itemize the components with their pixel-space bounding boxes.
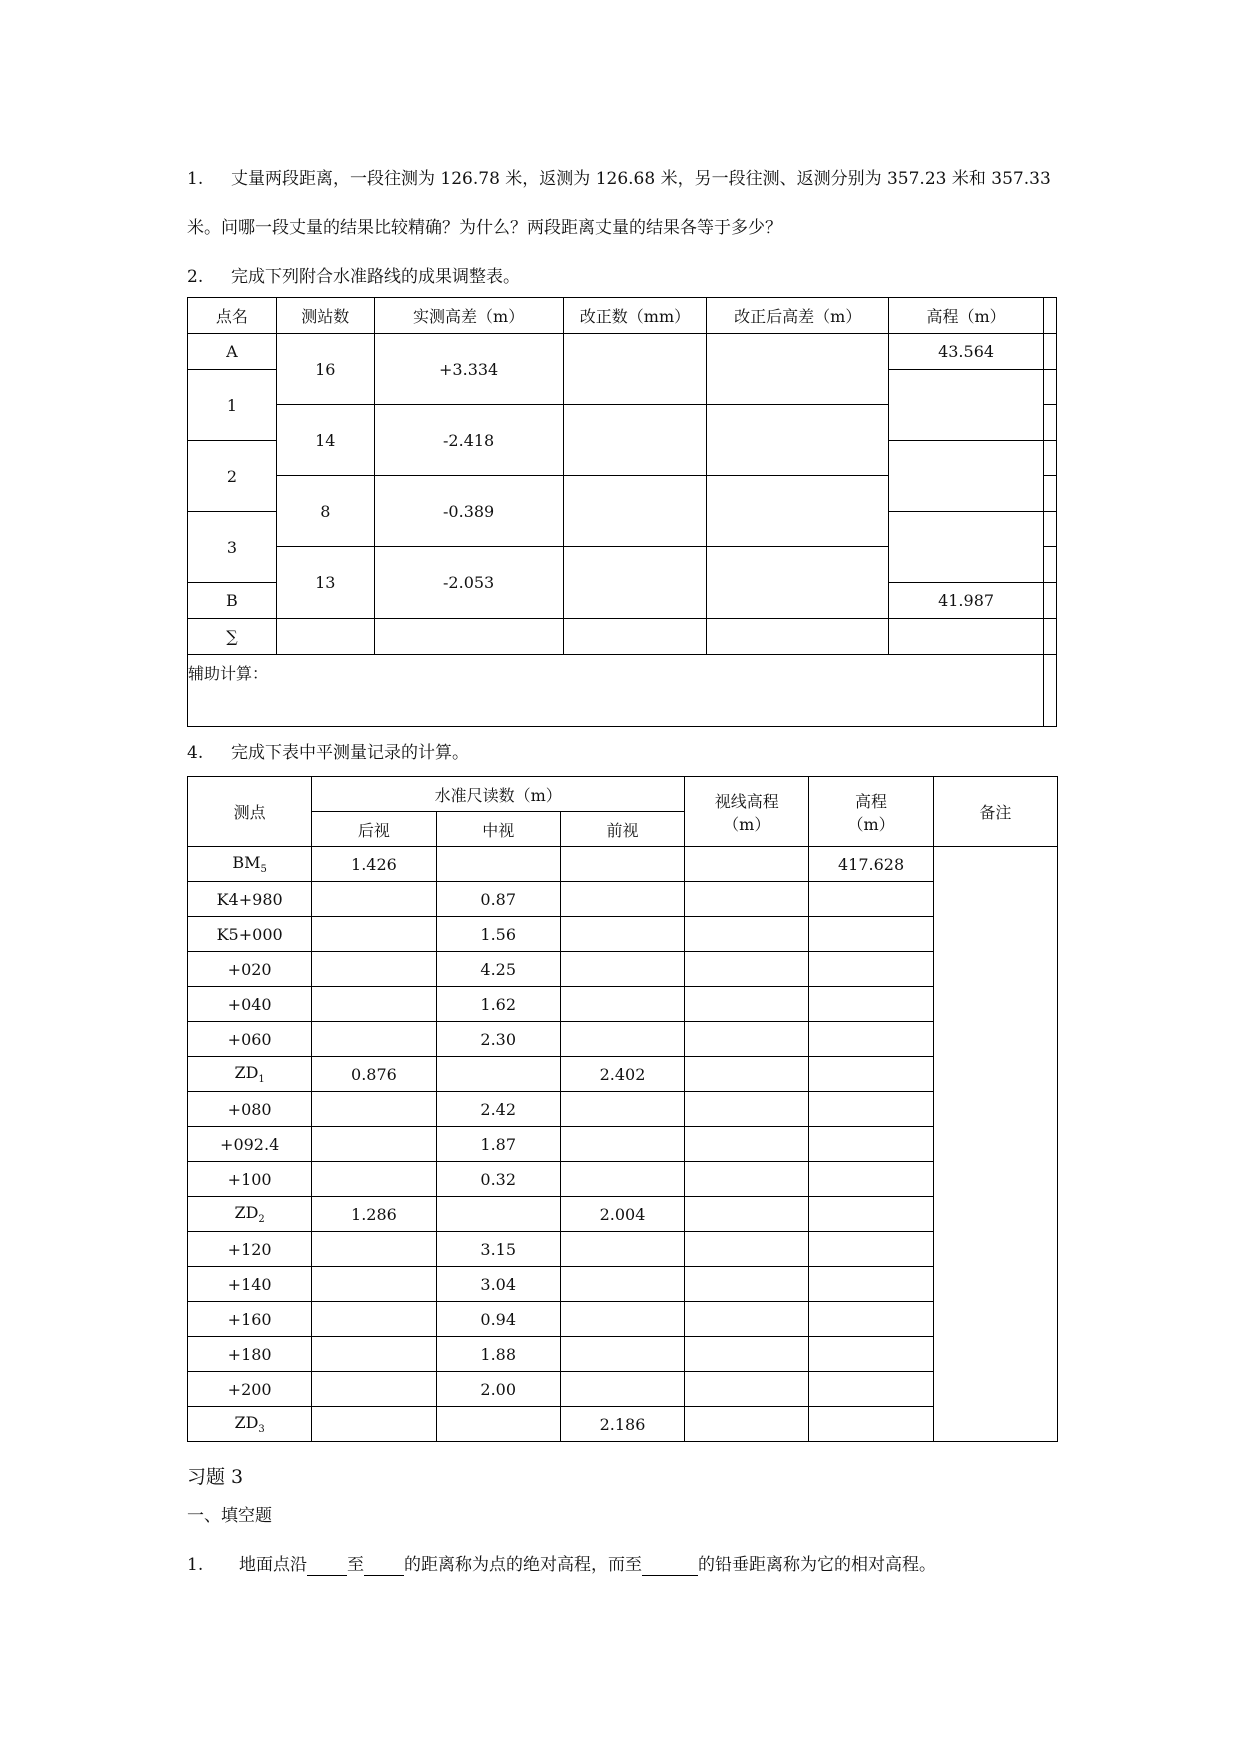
point-cell: K5+000 bbox=[188, 917, 312, 952]
point-cell: +040 bbox=[188, 987, 312, 1022]
foresight-cell: 2.402 bbox=[560, 1057, 684, 1092]
question-1-line-1: 1. 丈量两段距离，一段往测为 126.78 米，返测为 126.68 米，另一段往测、返测分别为 357.23 米和 357.33 bbox=[187, 169, 1051, 189]
point-cell: 1 bbox=[188, 370, 277, 441]
elevation-cell bbox=[889, 370, 1044, 441]
foresight-cell bbox=[560, 1337, 684, 1372]
foresight-cell bbox=[560, 1372, 684, 1407]
backsight-cell bbox=[312, 1267, 436, 1302]
elevation-cell bbox=[809, 1267, 933, 1302]
intermediate-cell bbox=[436, 1057, 560, 1092]
sum-correction-cell bbox=[563, 619, 707, 655]
intermediate-cell bbox=[436, 1407, 560, 1442]
foresight-cell bbox=[560, 1022, 684, 1057]
header-intermediate: 中视 bbox=[436, 812, 560, 847]
elevation-cell bbox=[809, 1407, 933, 1442]
intermediate-cell: 1.62 bbox=[436, 987, 560, 1022]
backsight-cell bbox=[312, 1407, 436, 1442]
elevation-cell bbox=[809, 1162, 933, 1197]
stations-cell: 13 bbox=[276, 547, 374, 619]
elevation-cell bbox=[809, 952, 933, 987]
foresight-cell bbox=[560, 882, 684, 917]
sight-height-cell bbox=[685, 847, 809, 882]
backsight-cell bbox=[312, 952, 436, 987]
point-cell: $ZD_1$ bbox=[188, 1057, 312, 1092]
intermediate-cell: 0.87 bbox=[436, 882, 560, 917]
profile-leveling-table bbox=[187, 776, 1058, 1442]
header-foresight: 前视 bbox=[560, 812, 684, 847]
table-row bbox=[188, 1092, 1058, 1127]
intermediate-cell: 3.04 bbox=[436, 1267, 560, 1302]
sight-height-cell bbox=[685, 1197, 809, 1232]
elevation-cell bbox=[809, 882, 933, 917]
blank-cell bbox=[1043, 476, 1056, 512]
elevation-cell bbox=[809, 1302, 933, 1337]
blank-cell bbox=[1043, 441, 1056, 476]
elevation-cell bbox=[809, 1232, 933, 1267]
elevation-cell bbox=[809, 987, 933, 1022]
measured-diff-cell: -2.053 bbox=[374, 547, 563, 619]
point-cell: 3 bbox=[188, 512, 277, 583]
intermediate-cell bbox=[436, 847, 560, 882]
table-row bbox=[188, 1022, 1058, 1057]
stations-cell: 8 bbox=[276, 476, 374, 547]
table-row bbox=[188, 1232, 1058, 1267]
intermediate-cell: 1.87 bbox=[436, 1127, 560, 1162]
measured-diff-cell: +3.334 bbox=[374, 334, 563, 405]
question-4: 4. 完成下表中平测量记录的计算。 bbox=[187, 743, 469, 763]
table-row bbox=[188, 1162, 1058, 1197]
intermediate-cell: 4.25 bbox=[436, 952, 560, 987]
foresight-cell bbox=[560, 847, 684, 882]
point-cell: +092.4 bbox=[188, 1127, 312, 1162]
correction-cell bbox=[563, 405, 707, 476]
foresight-cell bbox=[560, 1302, 684, 1337]
table-row bbox=[188, 1407, 1058, 1442]
foresight-cell: 2.004 bbox=[560, 1197, 684, 1232]
intermediate-cell: 2.30 bbox=[436, 1022, 560, 1057]
foresight-cell bbox=[560, 952, 684, 987]
elevation-cell bbox=[809, 1092, 933, 1127]
header-sight-height: 视线高程 （m） bbox=[685, 777, 809, 847]
intermediate-cell: 0.94 bbox=[436, 1302, 560, 1337]
backsight-cell bbox=[312, 1302, 436, 1337]
blank-cell bbox=[1043, 512, 1056, 547]
foresight-cell bbox=[560, 1127, 684, 1162]
measured-diff-cell: -0.389 bbox=[374, 476, 563, 547]
elevation-cell bbox=[809, 1057, 933, 1092]
blank-cell bbox=[1043, 619, 1056, 655]
elevation-cell bbox=[889, 512, 1044, 583]
elevation-cell bbox=[809, 1337, 933, 1372]
stations-cell: 14 bbox=[276, 405, 374, 476]
point-cell: +180 bbox=[188, 1337, 312, 1372]
intermediate-cell: 1.56 bbox=[436, 917, 560, 952]
sight-height-cell bbox=[685, 917, 809, 952]
table-row bbox=[188, 847, 1058, 882]
header-elevation: 高程（m） bbox=[889, 298, 1044, 334]
backsight-cell bbox=[312, 917, 436, 952]
elevation-cell bbox=[809, 1127, 933, 1162]
point-cell: B bbox=[188, 583, 277, 619]
sight-height-cell bbox=[685, 1057, 809, 1092]
blank-2 bbox=[364, 1555, 404, 1576]
intermediate-cell: 2.42 bbox=[436, 1092, 560, 1127]
sight-height-cell bbox=[685, 1337, 809, 1372]
elevation-cell bbox=[809, 1022, 933, 1057]
point-cell: K4+980 bbox=[188, 882, 312, 917]
point-cell: 2 bbox=[188, 441, 277, 512]
point-cell: +020 bbox=[188, 952, 312, 987]
point-cell: +120 bbox=[188, 1232, 312, 1267]
table-row bbox=[188, 1372, 1058, 1407]
sight-height-cell bbox=[685, 1267, 809, 1302]
elevation-cell: 43.564 bbox=[889, 334, 1044, 370]
elevation-cell bbox=[809, 1197, 933, 1232]
sight-height-cell bbox=[685, 1022, 809, 1057]
table-row bbox=[188, 1337, 1058, 1372]
sight-height-cell bbox=[685, 1302, 809, 1337]
table-row bbox=[188, 1302, 1058, 1337]
table-row bbox=[188, 952, 1058, 987]
backsight-cell bbox=[312, 1232, 436, 1267]
foresight-cell bbox=[560, 1232, 684, 1267]
fill-blank-question-1: 1. 地面点沿 至 的距离称为点的绝对高程，而至 的铅垂距离称为它的相对高程。 bbox=[187, 1555, 936, 1575]
sight-height-cell bbox=[685, 1127, 809, 1162]
blank-cell bbox=[1043, 547, 1056, 583]
header-measured-diff: 实测高差（m） bbox=[374, 298, 563, 334]
point-cell: +080 bbox=[188, 1092, 312, 1127]
point-cell: +160 bbox=[188, 1302, 312, 1337]
sight-height-cell bbox=[685, 1232, 809, 1267]
auxiliary-calc-cell: 辅助计算： bbox=[188, 655, 1044, 727]
backsight-cell: 1.426 bbox=[312, 847, 436, 882]
exercise-title: 习题 3 bbox=[187, 1466, 244, 1488]
sum-cell: ∑ bbox=[188, 619, 277, 655]
sum-corrected-cell bbox=[707, 619, 889, 655]
note-cell bbox=[933, 847, 1057, 1442]
backsight-cell bbox=[312, 1092, 436, 1127]
sight-height-cell bbox=[685, 987, 809, 1022]
blank-1 bbox=[307, 1555, 347, 1576]
header-note: 备注 bbox=[933, 777, 1057, 847]
corrected-diff-cell bbox=[707, 405, 889, 476]
measured-diff-cell: -2.418 bbox=[374, 405, 563, 476]
header-backsight: 后视 bbox=[312, 812, 436, 847]
backsight-cell bbox=[312, 987, 436, 1022]
point-cell: $BM_5$ bbox=[188, 847, 312, 882]
intermediate-cell: 3.15 bbox=[436, 1232, 560, 1267]
table-row bbox=[188, 1197, 1058, 1232]
table-row bbox=[188, 882, 1058, 917]
foresight-cell bbox=[560, 1267, 684, 1302]
header-elevation: 高程 （m） bbox=[809, 777, 933, 847]
sight-height-cell bbox=[685, 882, 809, 917]
point-cell: +060 bbox=[188, 1022, 312, 1057]
sight-height-cell bbox=[685, 1162, 809, 1197]
intermediate-cell: 2.00 bbox=[436, 1372, 560, 1407]
blank-3 bbox=[642, 1555, 698, 1576]
corrected-diff-cell bbox=[707, 547, 889, 619]
header-corrected-diff: 改正后高差（m） bbox=[707, 298, 889, 334]
correction-cell bbox=[563, 547, 707, 619]
point-cell: A bbox=[188, 334, 277, 370]
table-row bbox=[188, 987, 1058, 1022]
blank-cell bbox=[1043, 370, 1056, 405]
point-cell: +200 bbox=[188, 1372, 312, 1407]
table-row bbox=[188, 1127, 1058, 1162]
blank-cell bbox=[1043, 655, 1056, 727]
sum-diff-cell bbox=[374, 619, 563, 655]
point-cell: +100 bbox=[188, 1162, 312, 1197]
elevation-cell: 41.987 bbox=[889, 583, 1044, 619]
intermediate-cell: 0.32 bbox=[436, 1162, 560, 1197]
foresight-cell: 2.186 bbox=[560, 1407, 684, 1442]
correction-cell bbox=[563, 334, 707, 405]
question-2: 2. 完成下列附合水准路线的成果调整表。 bbox=[187, 267, 520, 287]
header-correction: 改正数（mm） bbox=[563, 298, 707, 334]
table-row bbox=[188, 1057, 1058, 1092]
foresight-cell bbox=[560, 917, 684, 952]
correction-cell bbox=[563, 476, 707, 547]
backsight-cell bbox=[312, 1162, 436, 1197]
elevation-cell: 417.628 bbox=[809, 847, 933, 882]
sight-height-cell bbox=[685, 1372, 809, 1407]
sum-stations-cell bbox=[276, 619, 374, 655]
elevation-cell bbox=[889, 441, 1044, 512]
intermediate-cell: 1.88 bbox=[436, 1337, 560, 1372]
backsight-cell: 0.876 bbox=[312, 1057, 436, 1092]
intermediate-cell bbox=[436, 1197, 560, 1232]
sight-height-cell bbox=[685, 1407, 809, 1442]
header-reading: 水准尺读数（m） bbox=[312, 777, 685, 812]
sum-elevation-cell bbox=[889, 619, 1044, 655]
elevation-cell bbox=[809, 1372, 933, 1407]
section-title: 一、填空题 bbox=[187, 1506, 272, 1526]
header-point: 测点 bbox=[188, 777, 312, 847]
point-cell: $ZD_2$ bbox=[188, 1197, 312, 1232]
sight-height-cell bbox=[685, 952, 809, 987]
sight-height-cell bbox=[685, 1092, 809, 1127]
header-point: 点名 bbox=[188, 298, 277, 334]
blank-cell bbox=[1043, 583, 1056, 619]
profile-leveling-rows bbox=[188, 847, 1058, 1442]
stations-cell: 16 bbox=[276, 334, 374, 405]
table-row bbox=[188, 917, 1058, 952]
backsight-cell bbox=[312, 1022, 436, 1057]
foresight-cell bbox=[560, 1162, 684, 1197]
backsight-cell bbox=[312, 1127, 436, 1162]
backsight-cell bbox=[312, 1372, 436, 1407]
blank-cell bbox=[1043, 298, 1056, 334]
table-row bbox=[188, 1267, 1058, 1302]
blank-cell bbox=[1043, 334, 1056, 370]
corrected-diff-cell bbox=[707, 476, 889, 547]
blank-cell bbox=[1043, 405, 1056, 441]
corrected-diff-cell bbox=[707, 334, 889, 405]
point-cell: +140 bbox=[188, 1267, 312, 1302]
point-cell: $ZD_3$ bbox=[188, 1407, 312, 1442]
foresight-cell bbox=[560, 987, 684, 1022]
level-route-adjustment-table bbox=[187, 297, 1057, 727]
elevation-cell bbox=[809, 917, 933, 952]
header-stations: 测站数 bbox=[276, 298, 374, 334]
foresight-cell bbox=[560, 1092, 684, 1127]
backsight-cell bbox=[312, 1337, 436, 1372]
backsight-cell bbox=[312, 882, 436, 917]
question-1-line-2: 米。问哪一段丈量的结果比较精确？为什么？两段距离丈量的结果各等于多少？ bbox=[187, 218, 782, 238]
backsight-cell: 1.286 bbox=[312, 1197, 436, 1232]
